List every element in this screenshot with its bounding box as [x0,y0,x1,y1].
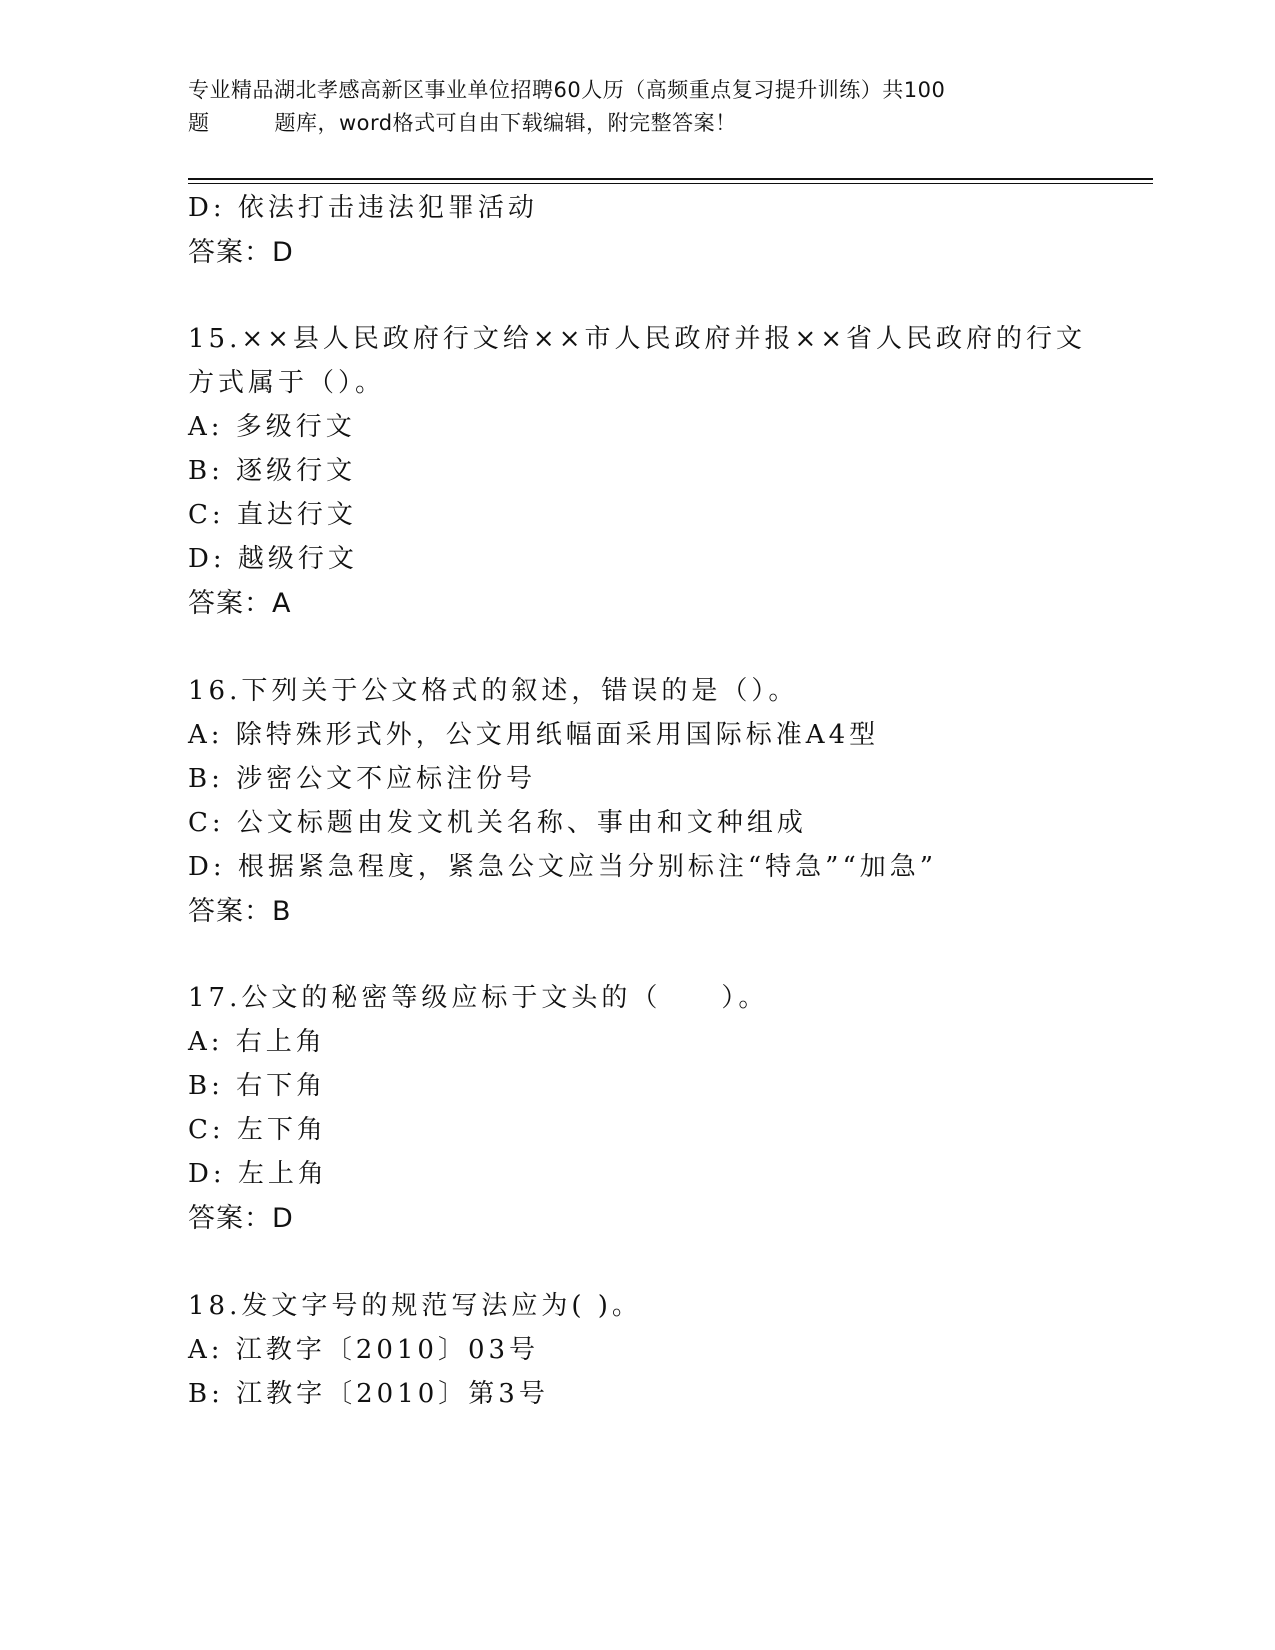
q17-option-c: C: 左下角 [188,1115,327,1145]
header-line2-left: 题 [188,111,210,135]
q18-option-a: A: 江教字〔2010〕03号 [188,1335,540,1365]
q16-option-c: C: 公文标题由发文机关名称、事由和文种组成 [188,808,807,838]
q15-stem-line2: 方式属于（）。 [188,368,386,398]
q14-option-d: D: 依法打击违法犯罪活动 [188,193,538,223]
header-spacer [210,107,275,140]
q17-answer: 答案：D [188,1203,294,1234]
q16-option-a: A: 除特殊形式外，公文用纸幅面采用国际标准A4型 [188,720,880,750]
header-title-line2 [188,107,1088,140]
q17-option-a: A: 右上角 [188,1027,326,1057]
q17-stem: 17.公文的秘密等级应标于文头的（ ）。 [188,983,769,1013]
header-line2-right: 题库，word格式可自由下载编辑，附完整答案！ [274,111,737,135]
q15-option-a: A: 多级行文 [188,412,356,442]
q14-answer: 答案：D [188,237,294,268]
header-title-line1: 专业精品湖北孝感高新区事业单位招聘60人历（高频重点复习提升训练）共100 [188,78,946,102]
q16-answer: 答案：B [188,896,292,927]
q15-option-b: B: 逐级行文 [188,456,357,486]
q16-stem: 16.下列关于公文格式的叙述，错误的是（）。 [188,676,799,706]
q15-option-c: C: 直达行文 [188,500,357,530]
q16-option-b: B: 涉密公文不应标注份号 [188,764,537,794]
q18-option-b: B: 江教字〔2010〕第3号 [188,1379,549,1409]
q15-stem-line1: 15.××县人民政府行文给××市人民政府并报××省人民政府的行文 [188,324,1087,354]
q17-option-d: D: 左上角 [188,1159,328,1189]
q15-answer: 答案：A [188,588,292,619]
q18-stem: 18.发文字号的规范写法应为( )。 [188,1291,642,1321]
header-divider-thin [188,183,1153,184]
q17-option-b: B: 右下角 [188,1071,327,1101]
header-divider-thick [188,178,1153,180]
document-header [188,74,1088,140]
q15-option-d: D: 越级行文 [188,544,358,574]
q16-option-d: D: 根据紧急程度，紧急公文应当分别标注“特急”“加急” [188,852,938,882]
